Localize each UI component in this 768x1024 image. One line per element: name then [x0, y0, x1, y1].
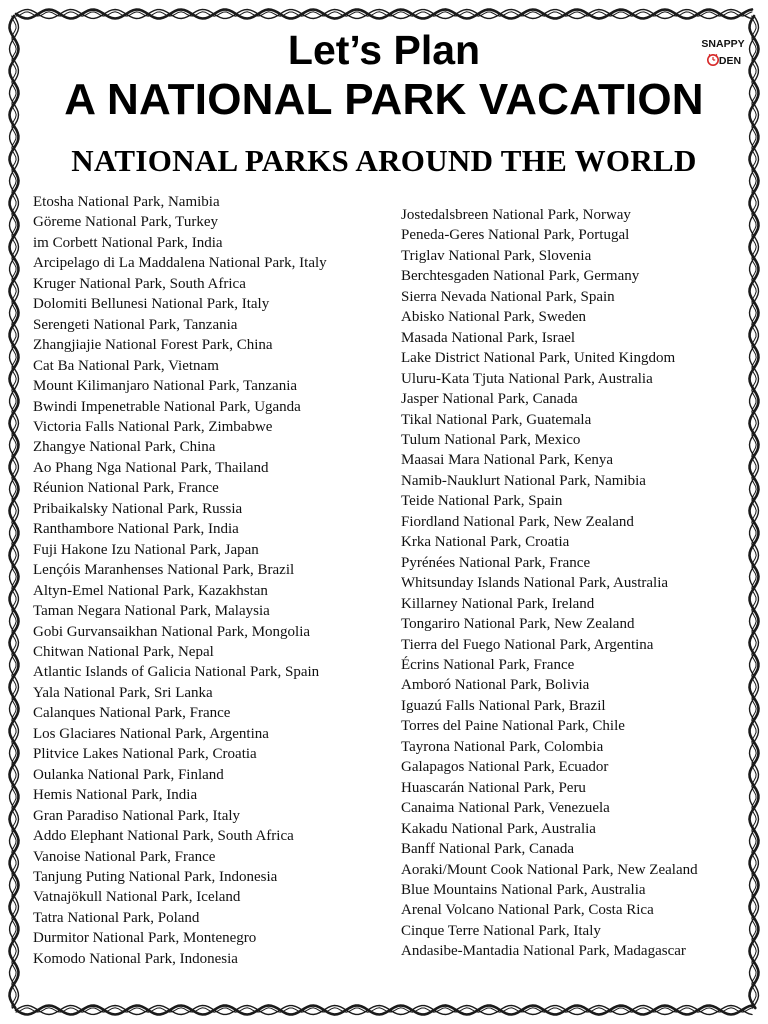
park-list-item: Iguazú Falls National Park, Brazil	[401, 697, 606, 714]
park-list-item: Komodo National Park, Indonesia	[33, 950, 238, 967]
park-list-item: Los Glaciares National Park, Argentina	[33, 725, 269, 742]
park-list-item: Yala National Park, Sri Lanka	[33, 684, 213, 701]
title-line-1: Let’s Plan	[287, 27, 481, 73]
park-list-item: Amboró National Park, Bolivia	[401, 677, 590, 694]
park-list-item: Vanoise National Park, France	[33, 848, 216, 865]
park-list-item: Taman Negara National Park, Malaysia	[33, 603, 270, 620]
section-heading: NATIONAL PARKS AROUND THE WORLD	[71, 143, 697, 178]
park-list-item: Triglav National Park, Slovenia	[401, 247, 592, 264]
park-list-item: Vatnajökull National Park, Iceland	[33, 889, 241, 906]
park-list-item: Banff National Park, Canada	[401, 841, 575, 858]
park-list-item: Tulum National Park, Mexico	[401, 431, 581, 448]
park-list-item: Aoraki/Mount Cook National Park, New Zealand	[401, 861, 698, 878]
park-list-item: Ao Phang Nga National Park, Thailand	[33, 459, 269, 476]
logo-text-top: SNAPPY	[701, 38, 745, 50]
park-list-item: Peneda-Geres National Park, Portugal	[401, 227, 630, 244]
logo-text-bottom: DEN	[718, 55, 742, 67]
park-list-item: Calanques National Park, France	[33, 705, 231, 722]
park-list-item: Lake District National Park, United Kingdom	[401, 350, 676, 367]
park-list-item: Kakadu National Park, Australia	[401, 820, 596, 837]
park-list-item: Tierra del Fuego National Park, Argentina	[401, 636, 654, 653]
park-list-item: Altyn-Emel National Park, Kazakhstan	[33, 582, 268, 599]
park-list-item: Teide National Park, Spain	[401, 493, 563, 510]
parks-list-left	[33, 192, 388, 969]
park-list-item: Lençóis Maranhenses National Park, Brazil	[33, 562, 295, 579]
park-list-item: Atlantic Islands of Galicia National Park, Spain	[33, 664, 320, 681]
park-list-item: Pyrénées National Park, France	[401, 554, 591, 571]
park-list-item: Berchtesgaden National Park, Germany	[401, 268, 640, 285]
parks-list-right	[401, 205, 749, 962]
park-list-item: Bwindi Impenetrable National Park, Uganda	[33, 398, 301, 415]
park-list-item: Chitwan National Park, Nepal	[33, 643, 214, 660]
park-list-item: Andasibe-Mantadia National Park, Madagascar	[401, 943, 686, 960]
park-list-item: Whitsunday Islands National Park, Australia	[401, 575, 669, 592]
park-list-item: Oulanka National Park, Finland	[33, 766, 224, 783]
park-list-item: Göreme National Park, Turkey	[33, 214, 218, 231]
park-list-item: Killarney National Park, Ireland	[401, 595, 595, 612]
park-list-item: Zhangjiajie National Forest Park, China	[33, 337, 273, 354]
park-list-item: Victoria Falls National Park, Zimbabwe	[33, 418, 273, 435]
park-list-item: Sierra Nevada National Park, Spain	[401, 288, 615, 305]
park-list-item: Cat Ba National Park, Vietnam	[33, 357, 219, 374]
park-list-item: Uluru-Kata Tjuta National Park, Australia	[401, 370, 653, 387]
park-list-item: Tikal National Park, Guatemala	[401, 411, 592, 428]
park-list-item: Tanjung Puting National Park, Indonesia	[33, 868, 278, 885]
park-list-item: Pribaikalsky National Park, Russia	[33, 500, 243, 517]
park-list-item: Addo Elephant National Park, South Africa	[33, 828, 294, 845]
park-list-item: Fiordland National Park, New Zealand	[401, 513, 634, 530]
park-list-item: Réunion National Park, France	[33, 480, 219, 497]
park-list-item: Gran Paradiso National Park, Italy	[33, 807, 241, 824]
title-line-2: A NATIONAL PARK VACATION	[64, 75, 704, 124]
park-list-item: Mount Kilimanjaro National Park, Tanzania	[33, 378, 298, 395]
park-list-item: Arenal Volcano National Park, Costa Rica	[401, 902, 654, 919]
park-list-item: Tongariro National Park, New Zealand	[401, 616, 635, 633]
alarm-clock-icon	[708, 55, 718, 66]
park-list-item: Jostedalsbreen National Park, Norway	[401, 207, 631, 223]
park-list-item: Cinque Terre National Park, Italy	[401, 922, 601, 939]
park-list-item: Canaima National Park, Venezuela	[401, 800, 610, 817]
park-list-item: Jasper National Park, Canada	[401, 391, 578, 408]
park-list-item: im Corbett National Park, India	[33, 234, 223, 251]
park-list-item: Krka National Park, Croatia	[401, 534, 570, 551]
park-list-item: Écrins National Park, France	[401, 656, 575, 673]
park-list-item: Maasai Mara National Park, Kenya	[401, 452, 614, 469]
park-list-item: Plitvice Lakes National Park, Croatia	[33, 746, 257, 763]
park-list-item: Huascarán National Park, Peru	[401, 779, 586, 796]
park-list-item: Zhangye National Park, China	[33, 439, 216, 456]
park-list-item: Arcipelago di La Maddalena National Park, Italy	[33, 255, 327, 272]
park-list-item: Namib-Nauklurt National Park, Namibia	[401, 472, 646, 489]
park-list-item: Ranthambore National Park, India	[33, 521, 239, 538]
park-list-item: Etosha National Park, Namibia	[33, 194, 220, 210]
park-list-item: Tatra National Park, Poland	[33, 909, 200, 926]
park-list-item: Serengeti National Park, Tanzania	[33, 316, 238, 333]
park-list-item: Tayrona National Park, Colombia	[401, 738, 604, 755]
park-list-item: Blue Mountains National Park, Australia	[401, 881, 646, 898]
park-list-item: Dolomiti Bellunesi National Park, Italy	[33, 296, 270, 313]
park-list-item: Masada National Park, Israel	[401, 329, 576, 346]
park-list-item: Hemis National Park, India	[33, 787, 198, 804]
park-list-item: Gobi Gurvansaikhan National Park, Mongolia	[33, 623, 311, 640]
park-list-item: Galapagos National Park, Ecuador	[401, 759, 609, 776]
park-list-item: Abisko National Park, Sweden	[401, 309, 586, 326]
park-list-item: Torres del Paine National Park, Chile	[401, 718, 625, 735]
snappy-den-logo	[699, 34, 747, 70]
park-list-item: Kruger National Park, South Africa	[33, 275, 246, 292]
park-list-item: Durmitor National Park, Montenegro	[33, 930, 257, 947]
park-list-item: Fuji Hakone Izu National Park, Japan	[33, 541, 259, 558]
